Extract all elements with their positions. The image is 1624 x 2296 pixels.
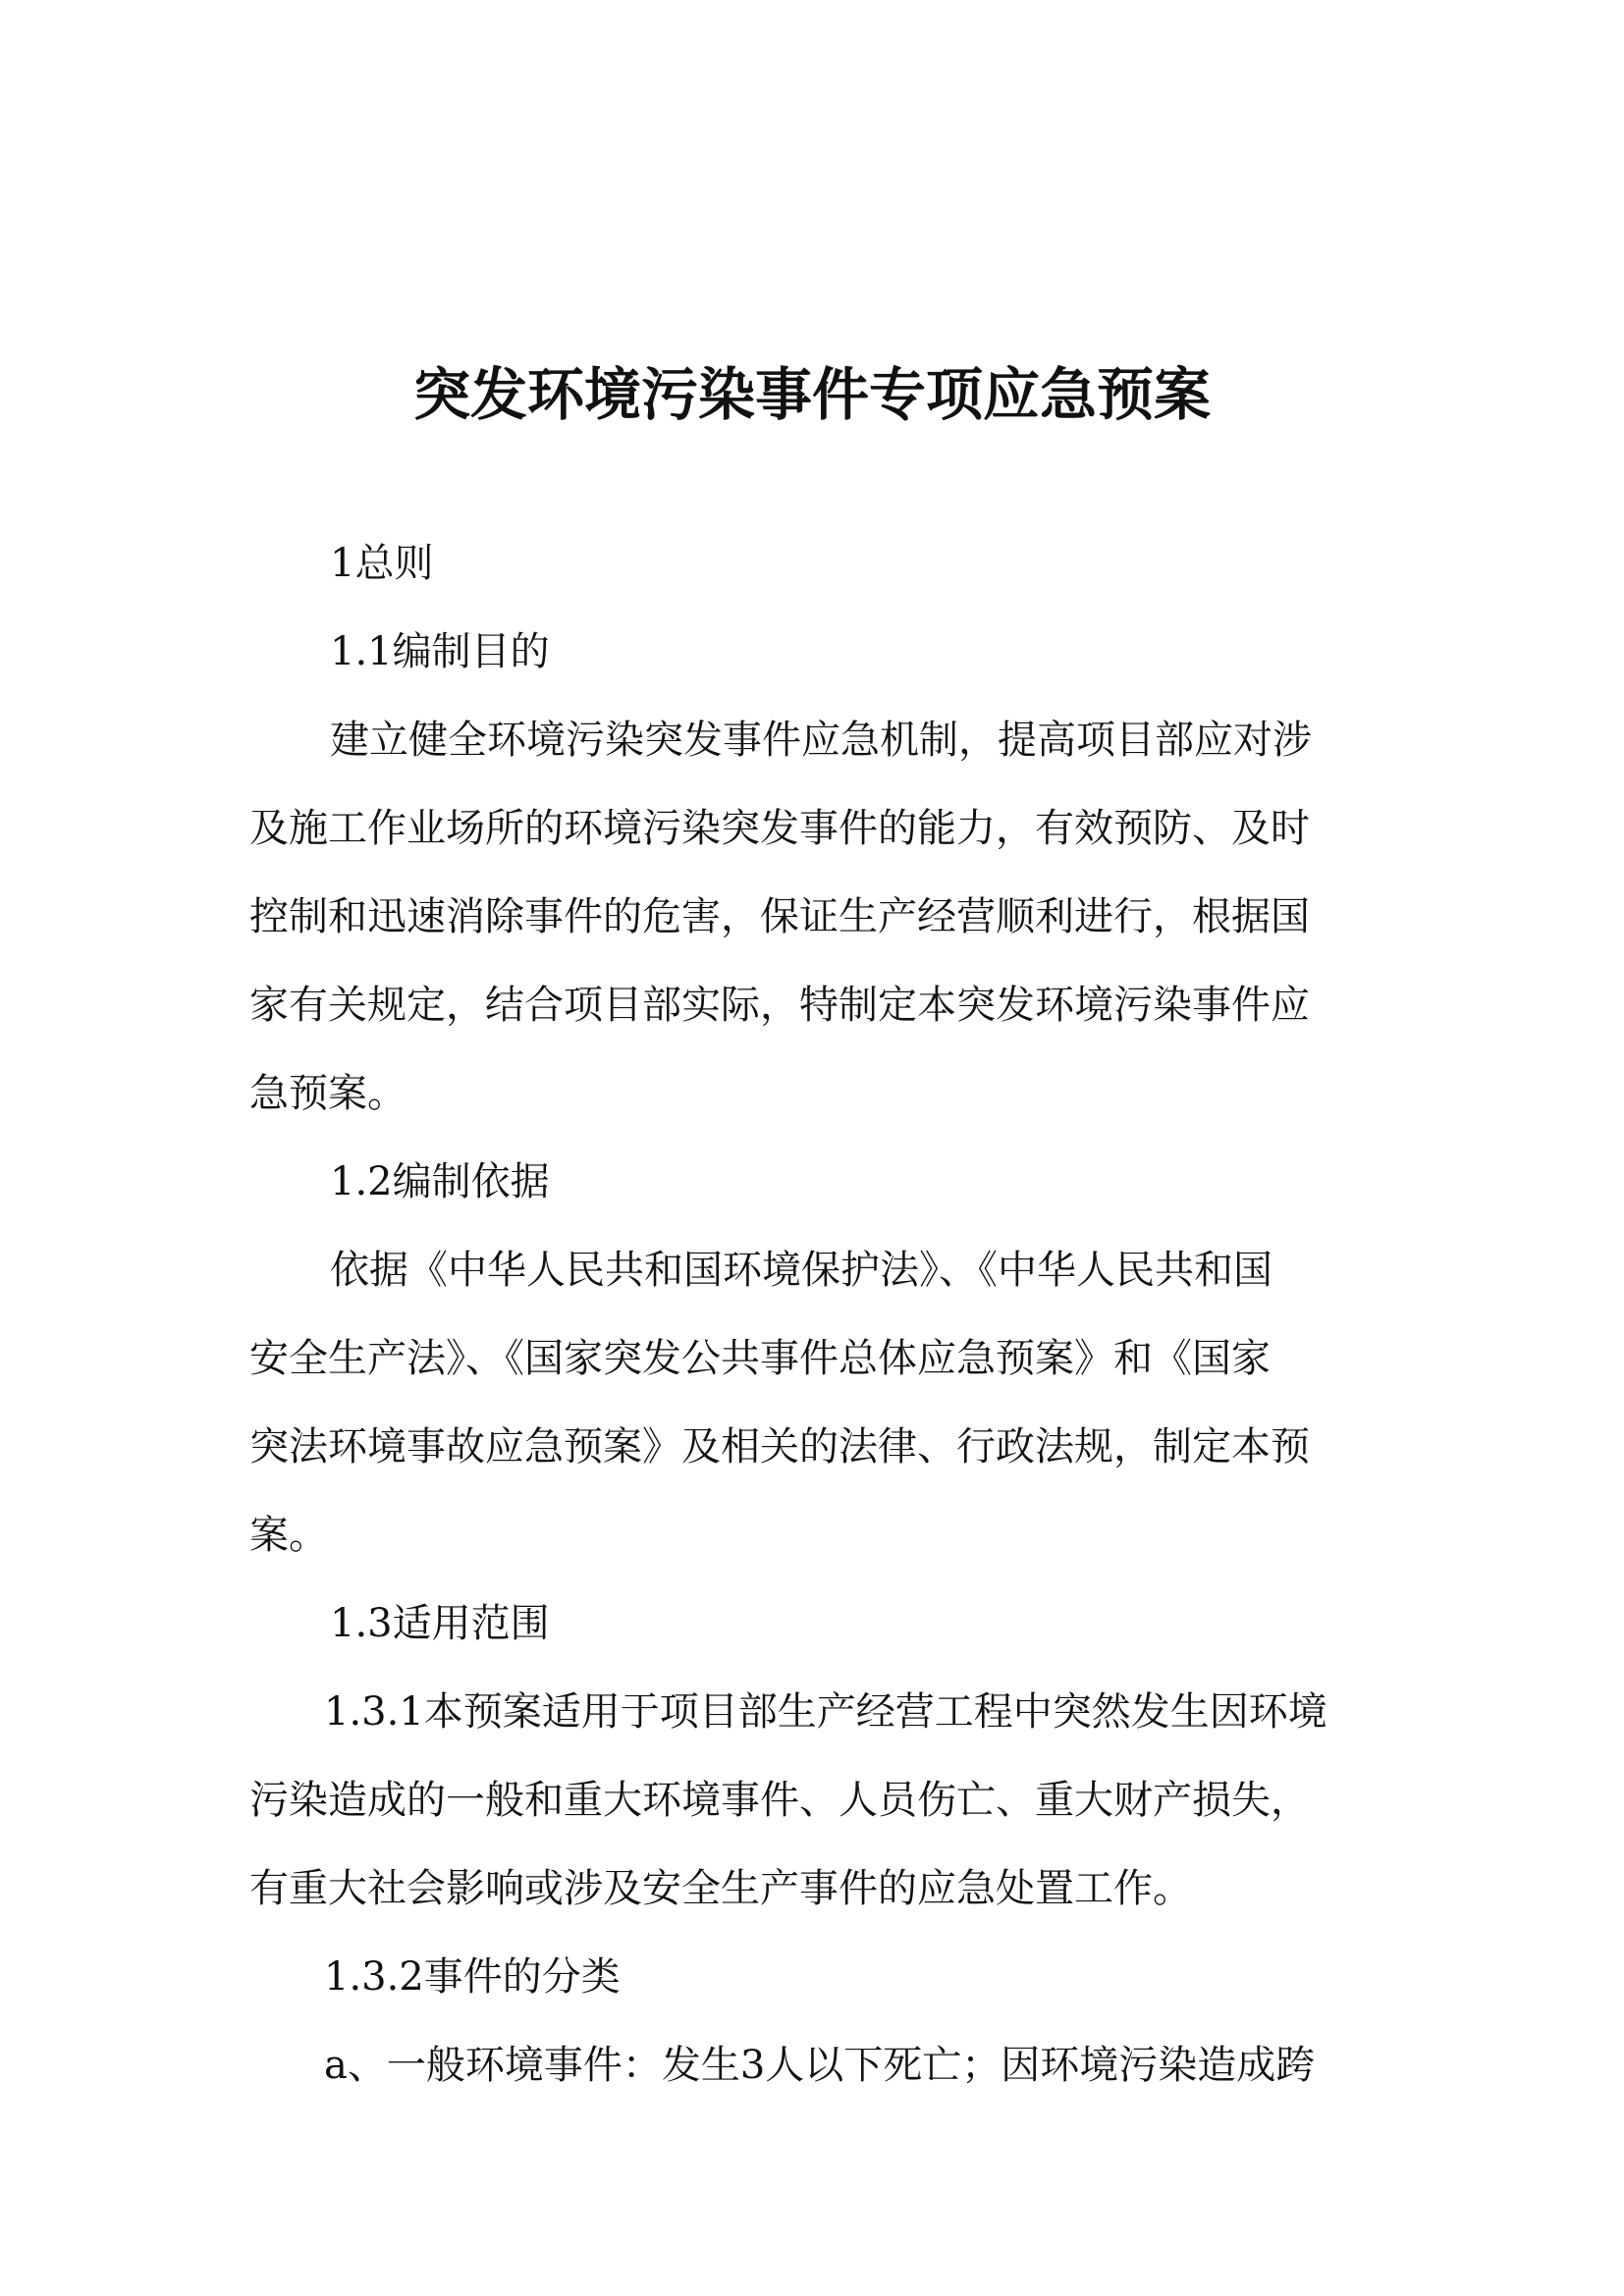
paragraph-line: 案。 [249,1513,328,1558]
heading-classification: 1.3.2事件的分类 [324,1954,621,2000]
paragraph-line: 急预案。 [249,1071,406,1116]
heading-basis: 1.2编制依据 [330,1159,550,1204]
paragraph-line: 1.3.1本预案适用于项目部生产经营工程中突然发生因环境 [324,1689,1327,1735]
paragraph-line: 建立健全环境污染突发事件应急机制，提高项目部应对涉 [330,718,1312,763]
heading-scope: 1.3适用范围 [330,1601,550,1646]
heading-purpose: 1.1编制目的 [330,629,550,674]
paragraph-line: 家有关规定，结合项目部实际，特制定本突发环境污染事件应 [249,983,1310,1028]
paragraph-line: 控制和迅速消除事件的危害，保证生产经营顺利进行，根据国 [249,894,1310,939]
paragraph-line: 依据《中华人民共和国环境保护法》、《中华人民共和国 [330,1248,1272,1293]
paragraph-line: 及施工作业场所的环境污染突发事件的能力，有效预防、及时 [249,806,1310,851]
paragraph-line: a、一般环境事件：发生3人以下死亡；因环境污染造成跨 [324,2043,1316,2088]
paragraph-line: 有重大社会影响或涉及安全生产事件的应急处置工作。 [249,1866,1192,1911]
paragraph-line: 安全生产法》、《国家突发公共事件总体应急预案》和《国家 [249,1336,1271,1381]
paragraph-line: 污染造成的一般和重大环境事件、人员伤亡、重大财产损失， [249,1778,1310,1823]
heading-general: 1总则 [330,541,434,586]
document-title: 突发环境污染事件专项应急预案 [412,361,1211,428]
paragraph-line: 突法环境事故应急预案》及相关的法律、行政法规，制定本预 [249,1424,1310,1469]
